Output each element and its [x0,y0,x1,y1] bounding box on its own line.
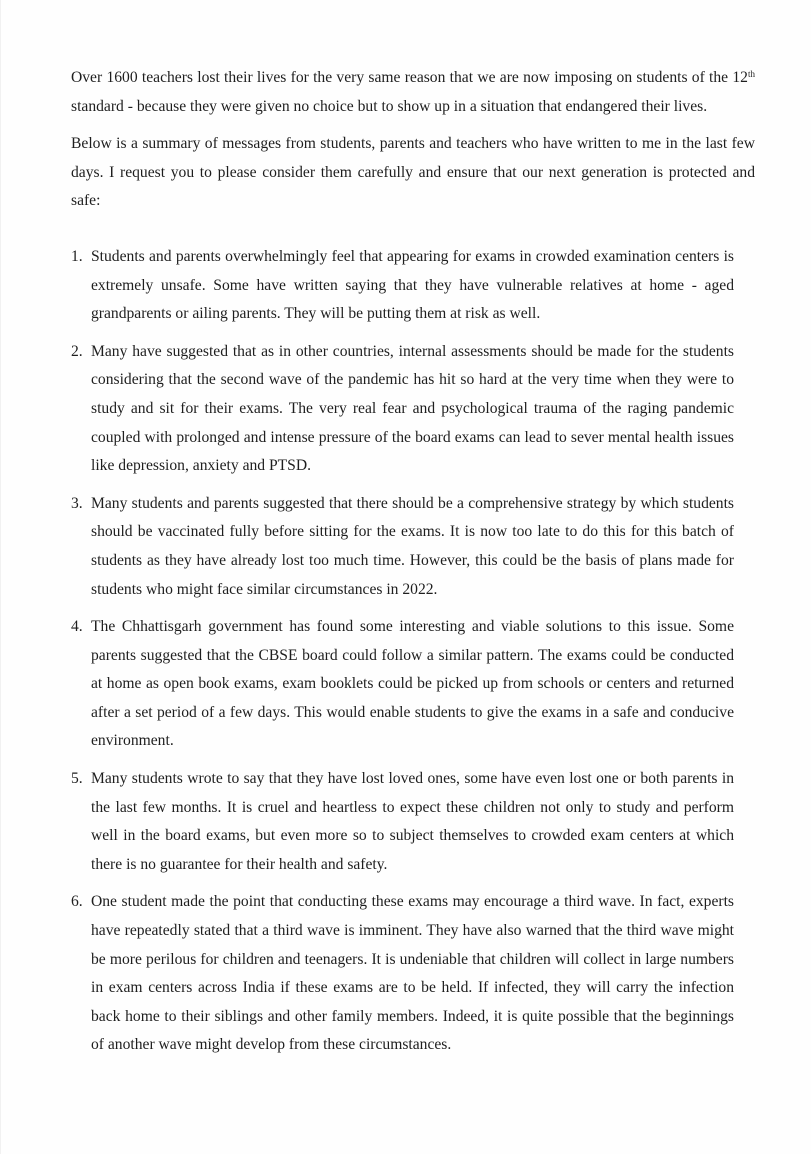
list-item-number: 6. [71,893,83,911]
intro-text-part-1: Over 1600 teachers lost their lives for the very same reason that we are now imposing on students of the 12 [71,69,748,86]
numbered-list [71,243,734,1060]
list-item-number: 1. [71,247,83,265]
intro-text-part-2: standard - because they were given no choice but to show up in a situation that endangered their lives. [71,97,708,115]
list-item-number: 3. [71,494,83,512]
list-item-text: Many students wrote to say that they have lost loved ones, some have even lost one or both parents in the last few months. It is cruel and heartless to expect these children not only to study and perform well in the board exams, but even more so to subject themselves to crowded exam centers at which there is no guarantee for their health and safety. [91,770,734,873]
list-item-text: Many students and parents suggested that there should be a comprehensive strategy by which students should be vaccinated fully before sitting for the exams. It is now too late to do this for this batch of students as they have already lost too much time. However, this could be the basis of plans made for students who might face similar circumstances in 2022. [91,494,734,598]
list-item [71,490,734,604]
list-item-text: Many have suggested that as in other countries, internal assessments should be made for the students considering that the second wave of the pandemic has hit so hard at the very time when they were to study and sit for their exams. The very real fear and psychological trauma of the raging pandemic coupled with prolonged and intense pressure of the board exams can lead to sever mental health issues like depression, anxiety and PTSD. [91,342,734,475]
list-item-text: One student made the point that conducting these exams may encourage a third wave. In fact, experts have repeatedly stated that a third wave is imminent. They have also warned that the third wave might be more perilous for children and teenagers. It is undeniable that children will collect in large numbers in exam centers across India if these exams are to be held. If infected, they will carry the infection back home to their siblings and other family members. Indeed, it is quite possible that the beginnings of another wave might develop from these circumstances. [91,893,734,1054]
ordinal-suffix: th [747,69,755,79]
list-item [71,765,734,879]
list-item [71,613,734,756]
list-item [71,338,734,481]
list-item [71,888,734,1060]
intro-paragraph-summary: Below is a summary of messages from students, parents and teachers who have written to me in the last few days. I request you to please consider them carefully and ensure that our next generation is protected and safe: [71,135,755,210]
list-item-number: 2. [71,342,83,360]
letter-body [71,64,755,1069]
intro-paragraph-teachers [71,64,755,121]
list-item-text: The Chhattisgarh government has found some interesting and viable solutions to this issue. Some parents suggested that the CBSE board could follow a similar pattern. The exams could be conducted at home as open book exams, exam booklets could be picked up from schools or centers and returned after a set period of a few days. This would enable students to give the exams in a safe and conducive environment. [91,618,734,750]
list-item-number: 4. [71,618,83,636]
list-item-number: 5. [71,770,83,788]
list-item-text: Students and parents overwhelmingly feel that appearing for exams in crowded examination centers is extremely unsafe. Some have written saying that they have vulnerable relatives at home - aged grandparents or ailing parents. They will be putting them at risk as well. [91,247,734,323]
list-item [71,243,734,329]
